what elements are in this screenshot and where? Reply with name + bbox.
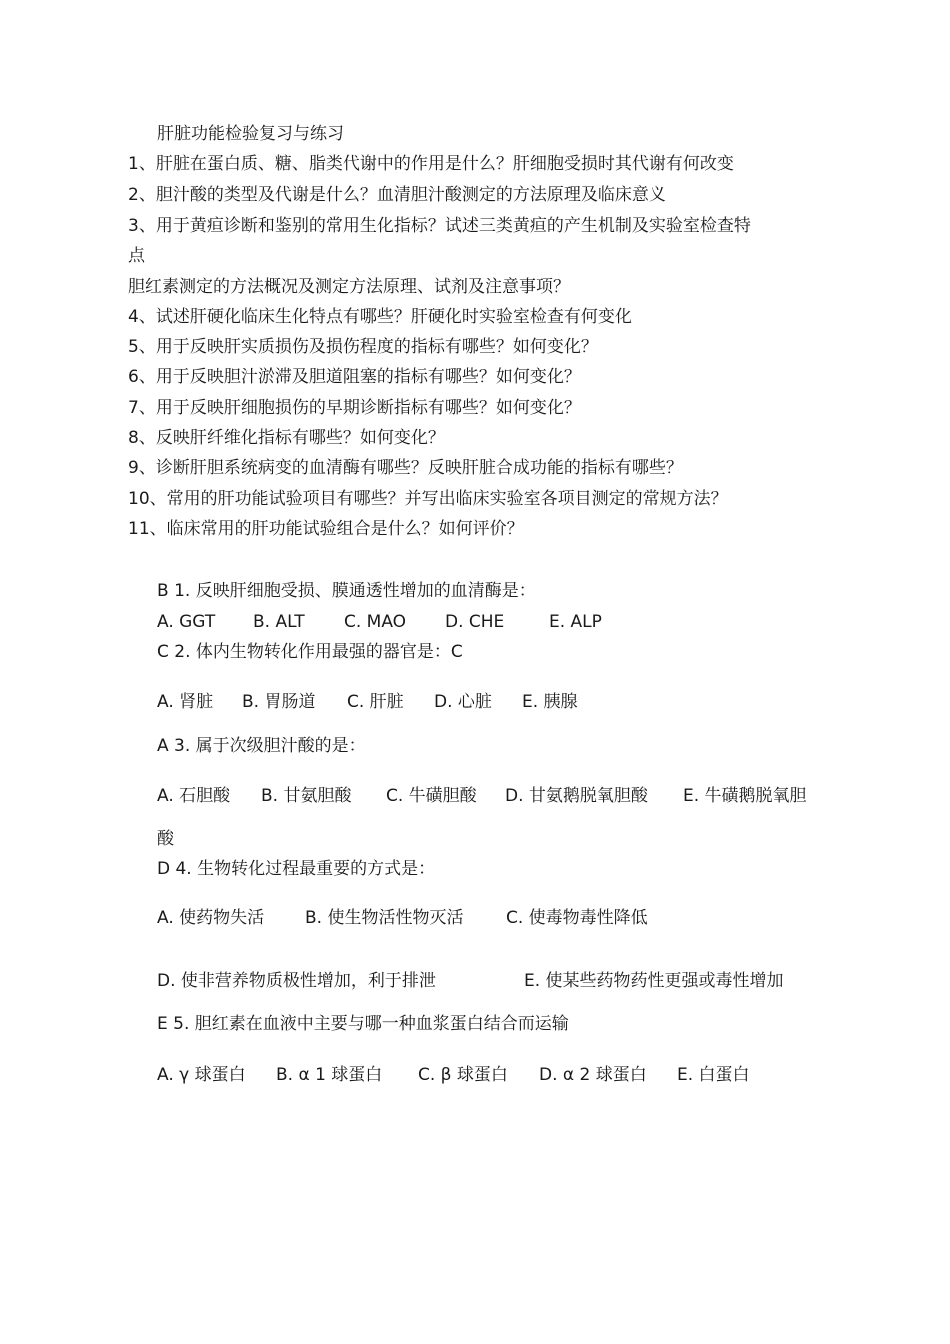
question-8: 8、反映肝纤维化指标有哪些？如何变化？ — [128, 428, 445, 448]
mcq-4-option-a: A. 使药物失活 — [157, 908, 265, 928]
mcq-1-option-d: D. CHE — [445, 612, 505, 632]
question-5: 5、用于反映肝实质损伤及损伤程度的指标有哪些？如何变化？ — [128, 337, 598, 357]
question-6: 6、用于反映胆汁淤滞及胆道阻塞的指标有哪些？如何变化？ — [128, 367, 581, 387]
question-3: 3、用于黄疸诊断和鉴别的常用生化指标？试述三类黄疸的产生机制及实验室检查特 — [128, 216, 751, 236]
question-4: 4、试述肝硬化临床生化特点有哪些？肝硬化时实验室检查有何变化 — [128, 307, 632, 327]
mcq-5-option-a: A. γ 球蛋白 — [157, 1065, 246, 1085]
mcq-2-option-c: C. 肝脏 — [347, 692, 404, 712]
mcq-4-stem: D 4. 生物转化过程最重要的方式是： — [157, 859, 436, 879]
page-title: 肝脏功能检验复习与练习 — [157, 124, 344, 144]
mcq-3-option-c: C. 牛磺胆酸 — [386, 786, 477, 806]
mcq-5-option-c: C. β 球蛋白 — [418, 1065, 508, 1085]
mcq-3-option-e: E. 牛磺鹅脱氧胆 — [683, 786, 807, 806]
mcq-2-stem: C 2. 体内生物转化作用最强的器官是：C — [157, 642, 463, 662]
mcq-4-option-e: E. 使某些药物药性更强或毒性增加 — [524, 971, 784, 991]
mcq-5-option-d: D. α 2 球蛋白 — [539, 1065, 647, 1085]
question-3-sub: 胆红素测定的方法概况及测定方法原理、试剂及注意事项？ — [128, 277, 570, 297]
mcq-3-option-e-wrap: 酸 — [157, 829, 174, 849]
mcq-1-option-c: C. MAO — [344, 612, 407, 632]
question-3-wrap: 点 — [128, 246, 145, 266]
question-11: 11、临床常用的肝功能试验组合是什么？如何评价？ — [128, 519, 524, 539]
mcq-2-option-a: A. 肾脏 — [157, 692, 214, 712]
question-2: 2、胆汁酸的类型及代谢是什么？血清胆汁酸测定的方法原理及临床意义 — [128, 185, 666, 205]
question-10: 10、常用的肝功能试验项目有哪些？并写出临床实验室各项目测定的常规方法？ — [128, 489, 728, 509]
mcq-3-option-d: D. 甘氨鹅脱氧胆酸 — [505, 786, 648, 806]
mcq-4-option-b: B. 使生物活性物灭活 — [305, 908, 464, 928]
mcq-5-option-b: B. α 1 球蛋白 — [276, 1065, 383, 1085]
mcq-2-option-e: E. 胰腺 — [522, 692, 578, 712]
mcq-5-option-e: E. 白蛋白 — [677, 1065, 750, 1085]
question-9: 9、诊断肝胆系统病变的血清酶有哪些？反映肝脏合成功能的指标有哪些？ — [128, 458, 683, 478]
mcq-1-option-a: A. GGT — [157, 612, 216, 632]
mcq-4-option-d: D. 使非营养物质极性增加，利于排泄 — [157, 971, 436, 991]
mcq-3-stem: A 3. 属于次级胆汁酸的是： — [157, 736, 366, 756]
mcq-5-stem: E 5. 胆红素在血液中主要与哪一种血浆蛋白结合而运输 — [157, 1014, 569, 1034]
mcq-2-option-b: B. 胃肠道 — [242, 692, 316, 712]
mcq-3-option-a: A. 石胆酸 — [157, 786, 231, 806]
mcq-1-option-e: E. ALP — [549, 612, 602, 632]
question-7: 7、用于反映肝细胞损伤的早期诊断指标有哪些？如何变化？ — [128, 398, 581, 418]
mcq-1-stem: B 1. 反映肝细胞受损、膜通透性增加的血清酶是： — [157, 581, 536, 601]
mcq-1-option-b: B. ALT — [253, 612, 305, 632]
mcq-3-option-b: B. 甘氨胆酸 — [261, 786, 352, 806]
question-1: 1、肝脏在蛋白质、糖、脂类代谢中的作用是什么？肝细胞受损时其代谢有何改变 — [128, 154, 734, 174]
mcq-4-option-c: C. 使毒物毒性降低 — [506, 908, 648, 928]
mcq-2-option-d: D. 心脏 — [434, 692, 492, 712]
